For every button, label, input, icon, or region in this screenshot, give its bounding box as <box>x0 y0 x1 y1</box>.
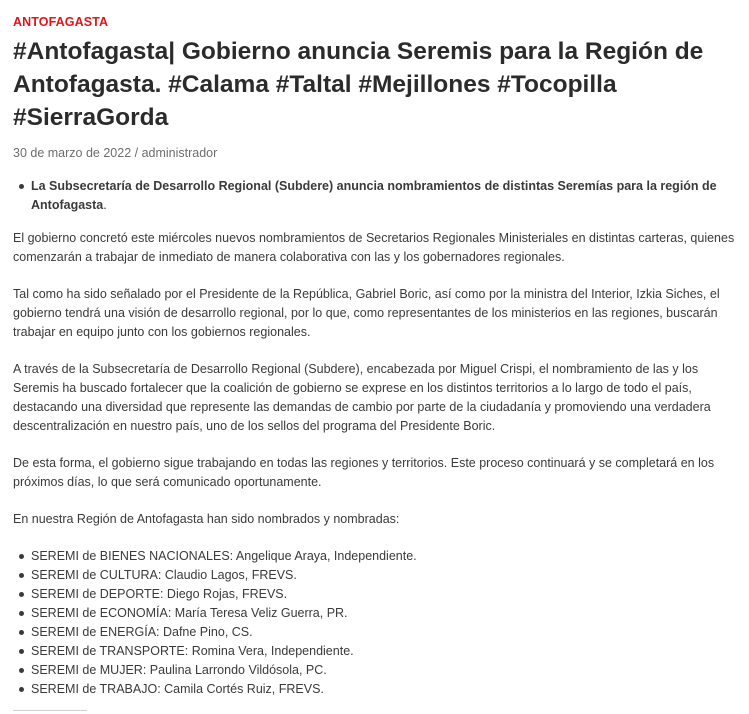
paragraph: En nuestra Región de Antofagasta han sido nombrados y nombradas: <box>13 512 400 526</box>
lead-bold-text: La Subsecretaría de Desarrollo Regional (Subdere) anuncia nombramientos de distintas Seremías para la región de Antofagasta <box>31 179 717 212</box>
seremi-list <box>13 547 737 699</box>
paragraph: De esta forma, el gobierno sigue trabajando en todas las regiones y territorios. Este proceso continuará y se completará en los próximos días, lo que será comunicado oportunamente. <box>13 456 715 489</box>
paragraph: El gobierno concretó este miércoles nuevos nombramientos de Secretarios Regionales Ministeriales en distintas carteras, quienes comenzarán a trabajar de inmediato de manera colaborativa con las y los gobernadores regionales. <box>13 231 735 264</box>
lead-tail: . <box>103 198 107 212</box>
seremi-item: SEREMI de CULTURA: Claudio Lagos, FREVS. <box>13 566 737 585</box>
author-link[interactable]: administrador <box>141 146 218 160</box>
category-link[interactable]: ANTOFAGASTA <box>13 15 109 29</box>
seremi-item: SEREMI de TRANSPORTE: Romina Vera, Independiente. <box>13 642 737 661</box>
seremi-item: SEREMI de DEPORTE: Diego Rojas, FREVS. <box>13 585 737 604</box>
meta-separator: / <box>131 146 142 160</box>
paragraph: Tal como ha sido señalado por el Presidente de la República, Gabriel Boric, así como por la ministra del Interior, Izkia Siches, el gobierno tendrá una visión de desarrollo regional, por lo que, como representantes de los ministerios en las regiones, buscarán trabajar en equipo junto con los gobiernos regionales. <box>13 287 720 339</box>
seremi-item: SEREMI de ECONOMÍA: María Teresa Veliz Guerra, PR. <box>13 604 737 623</box>
seremi-item: SEREMI de ENERGÍA: Dafne Pino, CS. <box>13 623 737 642</box>
post-meta <box>13 144 737 162</box>
lead-list <box>13 177 737 215</box>
seremi-item: SEREMI de TRABAJO: Camila Cortés Ruiz, FREVS. <box>13 680 737 699</box>
seremi-item: SEREMI de BIENES NACIONALES: Angelique Araya, Independiente. <box>13 547 737 566</box>
article-title: #Antofagasta| Gobierno anuncia Seremis para la Región de Antofagasta. #Calama #Taltal #Mejillones #Tocopilla #SierraGorda <box>13 38 704 131</box>
post-date: 30 de marzo de 2022 <box>13 146 132 160</box>
seremi-item: SEREMI de MUJER: Paulina Larrondo Vildósola, PC. <box>13 661 737 680</box>
divider <box>13 710 87 711</box>
paragraph: A través de la Subsecretaría de Desarrollo Regional (Subdere), encabezada por Miguel Crispi, el nombramiento de las y los Seremis ha buscado fortalecer que la coalición de gobierno se exprese en los distintos territorios a lo largo de todo el país, destacando una diversidad que represente las demandas de cambio por parte de la ciudadanía y promoviendo una verdadera descentralización en nuestro país, uno de los sellos del programa del Presidente Boric. <box>13 362 711 433</box>
article <box>13 13 737 699</box>
lead-item <box>13 177 737 215</box>
